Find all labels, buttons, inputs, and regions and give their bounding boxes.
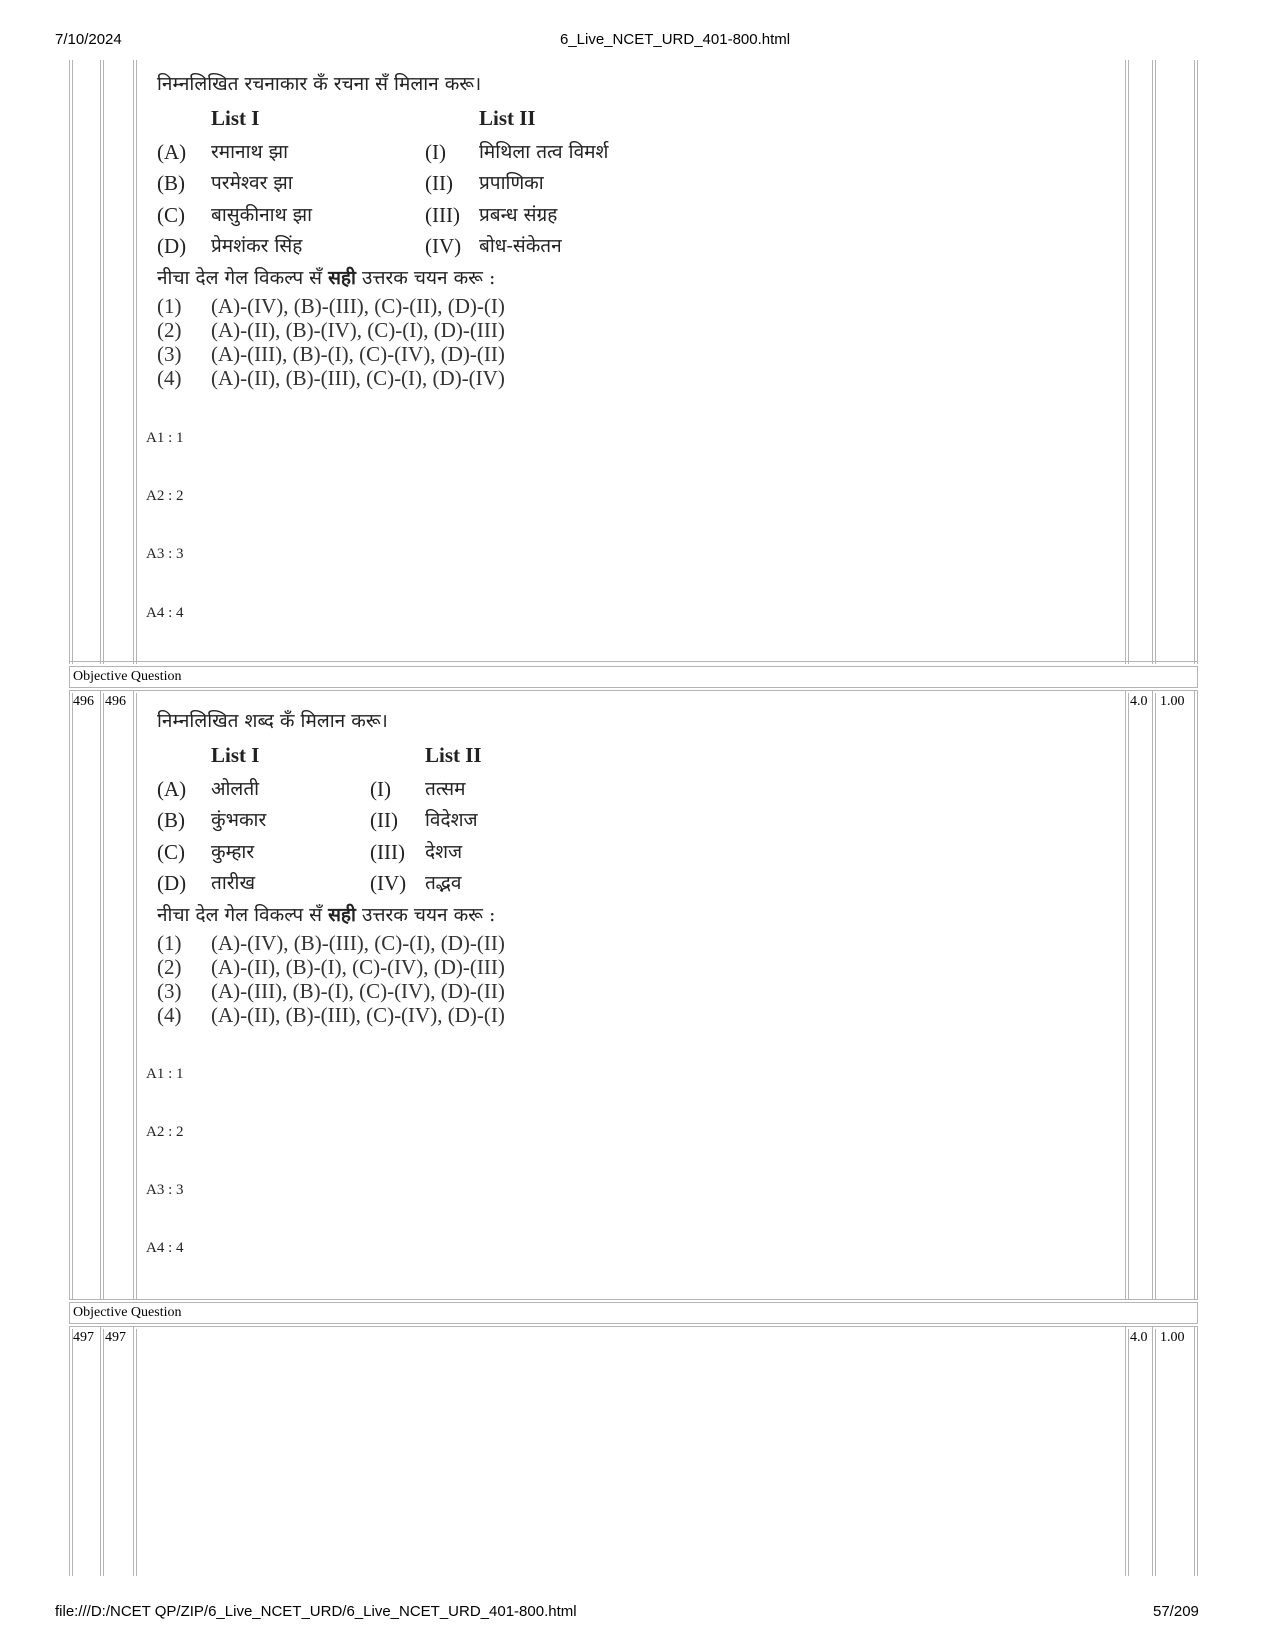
answer-option: A4 : 4	[146, 1240, 184, 1256]
negative-marks: 1.00	[1160, 694, 1185, 709]
question-stem: निम्नलिखित शब्द कँ मिलान करू।	[157, 710, 388, 732]
list-i-item: कुंभकार	[211, 809, 267, 831]
list-i-key: (D)	[157, 234, 187, 258]
option-text: (A)-(II), (B)-(IV), (C)-(I), (D)-(III)	[211, 318, 505, 342]
list-i-key: (B)	[157, 808, 185, 832]
list-ii-item: मिथिला तत्व विमर्श	[479, 141, 609, 163]
list-ii-item: बोध-संकेतन	[479, 235, 562, 257]
question-stem: निम्नलिखित रचनाकार कँ रचना सँ मिलान करू।	[157, 73, 482, 95]
option-number: (1)	[157, 931, 182, 955]
list-i-key: (C)	[157, 840, 185, 864]
list-ii-key: (I)	[425, 140, 446, 164]
answer-option: A1 : 1	[146, 1066, 184, 1082]
list-i-item: परमेश्वर झा	[211, 172, 293, 194]
option-number: (1)	[157, 294, 182, 318]
print-date: 7/10/2024	[55, 31, 122, 48]
option-text: (A)-(III), (B)-(I), (C)-(IV), (D)-(II)	[211, 342, 505, 366]
list-i-item: तारीख	[211, 872, 255, 894]
option-text: (A)-(II), (B)-(I), (C)-(IV), (D)-(III)	[211, 955, 505, 979]
list-i-item: रमानाथ झा	[211, 141, 288, 163]
question-id: 496	[105, 694, 126, 709]
option-number: (2)	[157, 955, 182, 979]
answer-option: A2 : 2	[146, 488, 184, 504]
question-id: 497	[105, 1330, 126, 1345]
answer-option: A2 : 2	[146, 1124, 184, 1140]
list-i-item: प्रेमशंकर सिंह	[211, 235, 303, 257]
list-i-key: (C)	[157, 203, 185, 227]
section-label: Objective Question	[73, 669, 182, 684]
marks: 4.0	[1130, 1330, 1148, 1345]
list-ii-key: (IV)	[370, 871, 407, 895]
section-label-box	[69, 1302, 1198, 1324]
list-ii-key: (III)	[425, 203, 460, 227]
option-number: (4)	[157, 1003, 182, 1027]
list-i-key: (B)	[157, 171, 185, 195]
marks: 4.0	[1130, 694, 1148, 709]
list-i-key: (A)	[157, 140, 187, 164]
list-ii-item: प्रबन्ध संग्रह	[479, 204, 558, 226]
list-i-item: कुम्हार	[211, 841, 255, 863]
list-ii-item: तत्सम	[425, 778, 466, 800]
option-number: (3)	[157, 979, 182, 1003]
list-ii-key: (II)	[425, 171, 453, 195]
list-i-item: बासुकीनाथ झा	[211, 204, 313, 226]
list-ii-item: देशज	[425, 841, 463, 863]
instruction: नीचा देल गेल विकल्प सँ सही उत्तरक चयन करू :	[157, 267, 496, 289]
answer-option: A3 : 3	[146, 1182, 184, 1198]
list-ii-heading: List II	[479, 106, 536, 130]
list-ii-item: विदेशज	[425, 809, 478, 831]
list-i-key: (A)	[157, 777, 187, 801]
section-label-box	[69, 666, 1198, 688]
list-ii-key: (II)	[370, 808, 398, 832]
file-path: file:///D:/NCET QP/ZIP/6_Live_NCET_URD/6_Live_NCET_URD_401-800.html	[55, 1603, 577, 1620]
negative-marks: 1.00	[1160, 1330, 1185, 1345]
option-number: (3)	[157, 342, 182, 366]
list-ii-item: प्रपाणिका	[479, 172, 544, 194]
page-number: 57/209	[1153, 1603, 1199, 1620]
option-number: (2)	[157, 318, 182, 342]
option-text: (A)-(II), (B)-(III), (C)-(I), (D)-(IV)	[211, 366, 505, 390]
option-number: (4)	[157, 366, 182, 390]
list-i-heading: List I	[211, 743, 260, 767]
list-i-heading: List I	[211, 106, 260, 130]
option-text: (A)-(II), (B)-(III), (C)-(IV), (D)-(I)	[211, 1003, 505, 1027]
list-i-key: (D)	[157, 871, 187, 895]
serial-number: 497	[73, 1330, 94, 1345]
option-text: (A)-(III), (B)-(I), (C)-(IV), (D)-(II)	[211, 979, 505, 1003]
list-ii-key: (IV)	[425, 234, 462, 258]
list-ii-item: तद्भव	[425, 872, 462, 894]
list-ii-heading: List II	[425, 743, 482, 767]
option-text: (A)-(IV), (B)-(III), (C)-(II), (D)-(I)	[211, 294, 505, 318]
option-text: (A)-(IV), (B)-(III), (C)-(I), (D)-(II)	[211, 931, 505, 955]
list-ii-key: (III)	[370, 840, 405, 864]
answer-option: A4 : 4	[146, 605, 184, 621]
instruction: नीचा देल गेल विकल्प सँ सही उत्तरक चयन करू :	[157, 904, 496, 926]
section-label: Objective Question	[73, 1305, 182, 1320]
answer-option: A1 : 1	[146, 430, 184, 446]
list-ii-key: (I)	[370, 777, 391, 801]
answer-option: A3 : 3	[146, 546, 184, 562]
list-i-item: ओलती	[211, 778, 260, 800]
serial-number: 496	[73, 694, 94, 709]
document-title: 6_Live_NCET_URD_401-800.html	[560, 31, 791, 48]
